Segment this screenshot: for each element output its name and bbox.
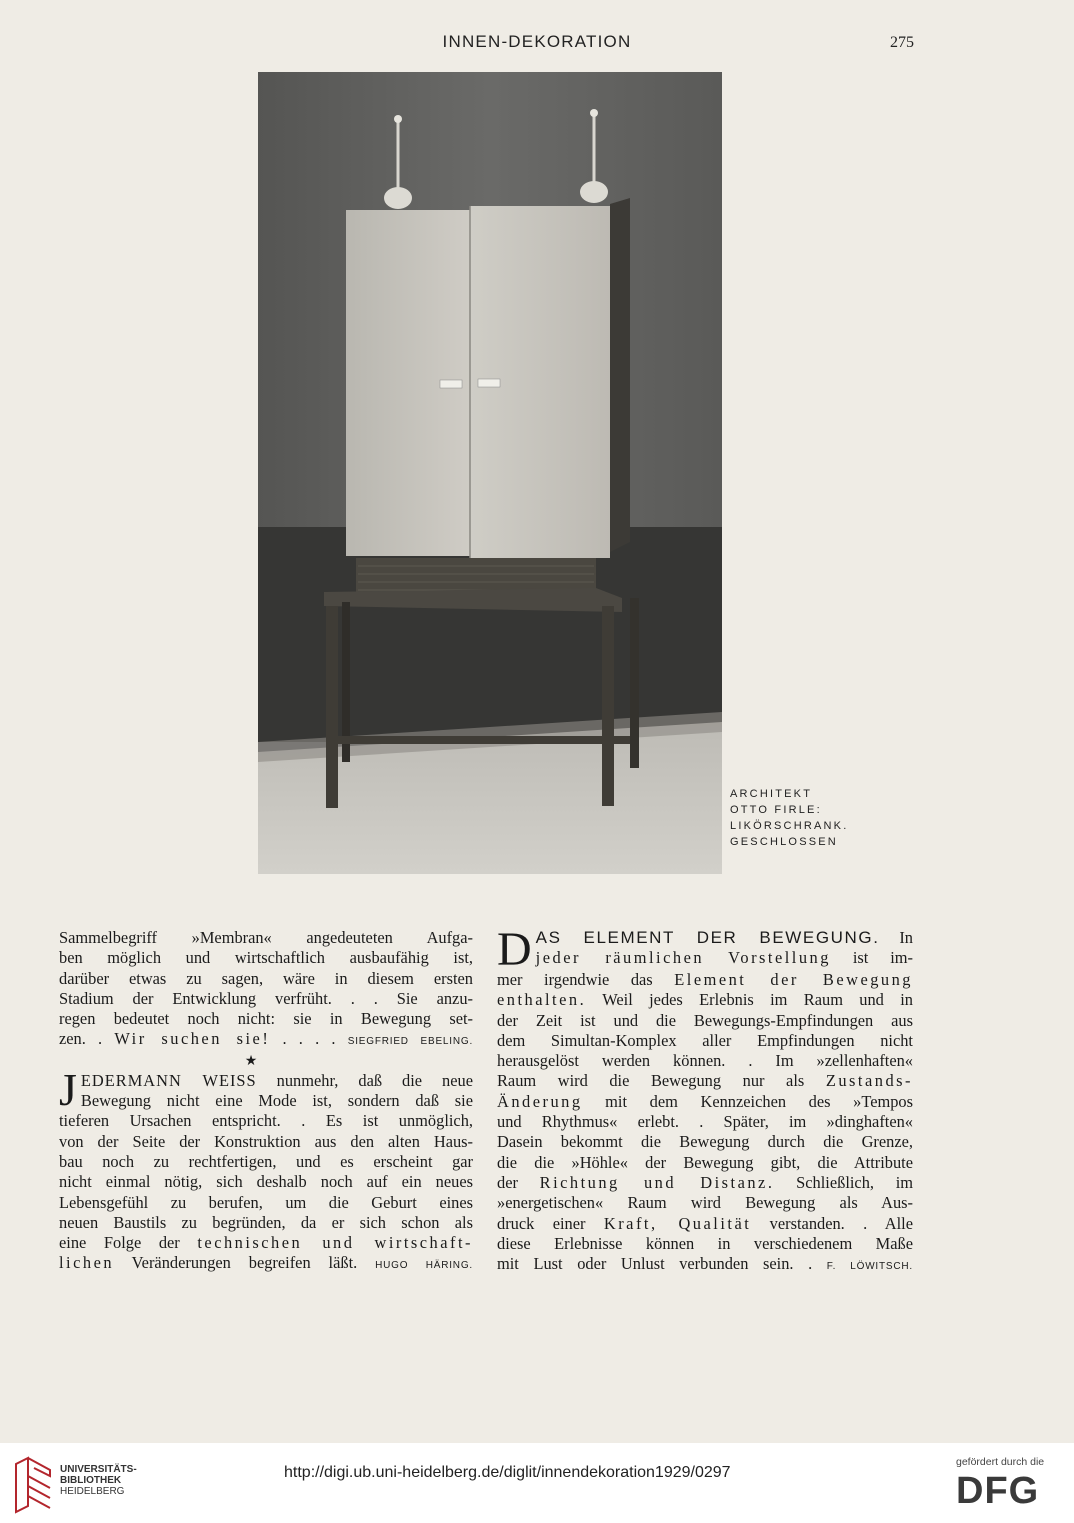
text-fragment: nunmehr, daß die neue [256, 1070, 473, 1090]
funded-by-label: gefördert durch die [956, 1456, 1045, 1468]
page-number: 275 [890, 34, 914, 51]
spaced-text: Richtung und Distanz. [539, 1172, 775, 1192]
text-fragment: verstanden. . Alle [751, 1213, 913, 1233]
spaced-text: technischen und wirtschaft- [197, 1233, 473, 1253]
text-line: und Rhythmus« erlebt. . Später, im »dinghaften« [497, 1112, 913, 1132]
text-line: diese Erlebnisse können in verschiedenem Maße [497, 1233, 913, 1253]
text-line [497, 948, 913, 968]
library-logo-icon [12, 1456, 54, 1519]
text-fragment: zen. . [59, 1029, 115, 1049]
running-title: INNEN-DEKORATION [442, 32, 632, 51]
lamp-left-knob [394, 115, 402, 123]
library-name-line: HEIDELBERG [60, 1486, 125, 1497]
text-line: der Zeit ist und die Bewegungs-Empfindungen aus [497, 1010, 913, 1030]
text-line: Stadium der Entwicklung verfrüht. . . Sie anzu- [59, 988, 473, 1008]
text-fragment: mit Lust oder Unlust verbunden sein. . [497, 1254, 827, 1274]
text-line [497, 990, 913, 1010]
spaced-text: Kraft, Qualität [603, 1213, 752, 1233]
spaced-text: lichen [59, 1253, 115, 1273]
library-name-line: UNIVERSITÄTS- [60, 1464, 137, 1475]
text-fragment: Schließlich, im [774, 1172, 914, 1192]
table-leg-back-right [630, 598, 639, 768]
lamp-left-shade [384, 187, 412, 209]
text-line [497, 1214, 913, 1234]
text-line [59, 1071, 473, 1091]
text-line: Lebensgefühl zu berufen, um die Geburt eines [59, 1192, 473, 1212]
caption-line: LIKÖRSCHRANK. [730, 820, 849, 832]
cabinet-photograph [258, 72, 722, 874]
author-signature: HUGO HÄRING. [375, 1260, 473, 1272]
text-line [497, 1173, 913, 1193]
author-signature: F. LÖWITSCH. [826, 1261, 914, 1273]
left-column [59, 928, 473, 1277]
spaced-text: jeder räumlichen Vorstellung [535, 948, 831, 968]
author-signature: SIEGFRIED EBELING. [347, 1036, 474, 1048]
text-line [59, 1253, 473, 1276]
text-line: tieferen Ursachen entspricht. . Es ist unmöglich, [59, 1111, 473, 1131]
spaced-text: Element der Bewegung [674, 970, 914, 989]
section-separator: ★ [244, 1053, 258, 1069]
drop-cap: D [497, 923, 532, 976]
photo-caption [730, 786, 860, 850]
table-leg-front-right [602, 606, 614, 806]
drop-cap: J [59, 1063, 77, 1115]
section-heading-line [497, 928, 913, 948]
text-line [497, 1092, 913, 1112]
handle-left [440, 380, 462, 388]
lamp-right-shade [580, 181, 608, 203]
text-line: von der Seite der Konstruktion aus den alten Haus- [59, 1131, 473, 1151]
text-line: regen bedeutet noch nicht: sie in Bewegung set- [59, 1009, 473, 1029]
text-fragment: Raum wird die Bewegung nur als [497, 1071, 826, 1091]
text-line: herausgelöst werden können. . Im »zellenhaften« [497, 1051, 913, 1071]
text-line: Bewegung nicht eine Mode ist, sondern daß sie [80, 1091, 473, 1111]
text-line: dem Simultan-Komplex aller Empfindungen nicht [497, 1030, 913, 1050]
text-fragment: mer irgendwie das [497, 970, 675, 989]
caption-line: GESCHLOSSEN [730, 836, 838, 848]
viewer-footer [0, 1443, 1074, 1523]
section-heading: AS ELEMENT DER BEWEGUNG. [535, 928, 880, 947]
text-line [497, 1254, 913, 1277]
right-column [497, 923, 914, 1277]
caps-text: EDERMANN WEISS [80, 1070, 257, 1090]
text-line [497, 970, 913, 990]
handle-right [478, 379, 500, 387]
text-line: darüber etwas zu sagen, wäre in diesem ersten [59, 968, 473, 988]
text-fragment: eine Folge der [59, 1233, 198, 1253]
spaced-text: enthalten. [497, 990, 587, 1010]
text-line [59, 1233, 473, 1253]
text-line: neuen Baustils zu begründen, da er sich schon als [59, 1212, 473, 1232]
text-fragment: druck einer [497, 1213, 604, 1233]
table-stretcher [338, 736, 630, 744]
table-leg-front-left [326, 606, 338, 808]
text-fragment: mit dem Kennzeichen des »Tempos [582, 1091, 913, 1111]
caption-line: OTTO FIRLE: [730, 804, 822, 816]
permalink-url[interactable]: http://digi.ub.uni-heidelberg.de/diglit/innendekoration1929/0297 [284, 1464, 731, 1481]
dfg-logo: DFG [956, 1470, 1040, 1512]
library-name-line: BIBLIOTHEK [60, 1475, 122, 1486]
text-line: die die »Höhle« der Bewegung gibt, die Attribute [497, 1152, 913, 1172]
text-line: Dasein bekommt die Bewegung durch die Grenze, [497, 1132, 913, 1152]
text-line [497, 1071, 913, 1091]
caption-line: ARCHITEKT [730, 788, 813, 800]
text-fragment: Veränderungen begreifen läßt. [114, 1253, 358, 1273]
cabinet-illustration [258, 72, 722, 874]
spaced-text: Änderung [497, 1091, 583, 1111]
text-fragment: Weil jedes Erlebnis im Raum und in [586, 990, 913, 1010]
lamp-right-knob [590, 109, 598, 117]
text-fragment: In [879, 928, 913, 947]
text-line: ben möglich und wirtschaftlich ausbaufähig ist, [59, 948, 473, 968]
library-name [60, 1464, 137, 1497]
spaced-text: Zustands- [825, 1071, 913, 1091]
ebeling-paragraph [59, 928, 473, 1053]
text-line [59, 1029, 473, 1052]
text-fragment: der [497, 1172, 540, 1192]
cabinet-side [610, 198, 630, 552]
text-line: bau noch zu rechtfertigen, und es erscheint gar [59, 1151, 473, 1171]
text-line: nicht einmal nötig, sich deshalb noch auf ein neues [59, 1172, 473, 1192]
loewitsch-paragraph [497, 923, 914, 1277]
text-fragment: ist im- [830, 948, 913, 968]
spaced-text: Wir suchen sie! [114, 1029, 271, 1049]
text-line: Sammelbegriff »Membran« angedeuteten Aufga- [59, 928, 473, 947]
text-fragment: . . . . [270, 1029, 336, 1049]
text-line: »energetischen« Raum wird Bewegung als Aus- [497, 1193, 913, 1213]
haering-paragraph [59, 1063, 473, 1277]
